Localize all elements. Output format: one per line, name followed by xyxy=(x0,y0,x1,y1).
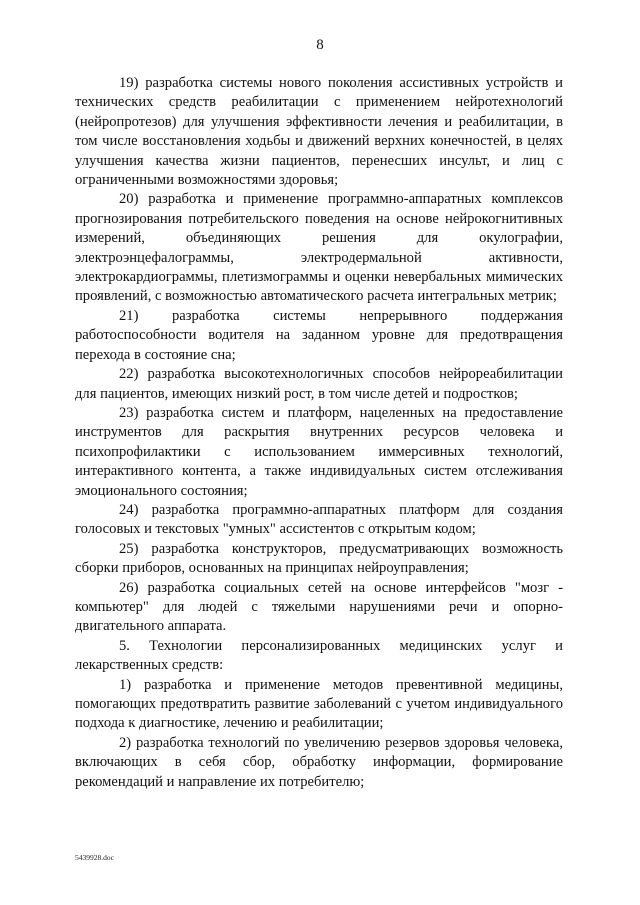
file-name-footer: 5439928.doc xyxy=(75,853,114,862)
paragraph-item-22: 22) разработка высокотехнологичных способов нейрореабилитации для пациентов, имеющих низкий рост, в том числе детей и подростков; xyxy=(75,366,563,402)
paragraph-item-26: 26) разработка социальных сетей на основе интерфейсов "мозг - компьютер" для людей с тяжелыми нарушениями речи и опорно-двигательного аппарата. xyxy=(75,579,563,635)
paragraph-item-24: 24) разработка программно-аппаратных платформ для создания голосовых и текстовых "умных" ассистентов с открытым кодом; xyxy=(75,501,563,538)
paragraph-item-1: 1) разработка и применение методов превентивной медицины, помогающих предотвратить развитие заболеваний с учетом индивидуального подхода к диагностике, лечению и реабилитации; xyxy=(75,676,563,732)
paragraph-item-2: 2) разработка технологий по увеличению резервов здоровья человека, включающих в себя сбор, обработку информации, формирование рекомендаций и направление их потребителю; xyxy=(75,734,563,790)
document-body xyxy=(75,74,563,792)
section-heading-5: 5. Технологии персонализированных медицинских услуг и лекарственных средств: xyxy=(75,637,563,674)
paragraph-item-20: 20) разработка и применение программно-аппаратных комплексов прогнозирования потребительского поведения на основе нейрокогнитивных измерений, объединяющих решения для окулографии, электроэнцефалограммы, электродермальной активности, электрокардиограммы, плетизмограммы и оценки невербальных мимических проявлений, с возможностью автоматического расчета интегральных метрик; xyxy=(75,191,563,305)
paragraph-item-21: 21) разработка системы непрерывного поддержания работоспособности водителя на заданном уровне для предотвращения перехода в состояние сна; xyxy=(75,307,563,363)
paragraph-item-19: 19) разработка системы нового поколения ассистивных устройств и технических средств реабилитации с применением нейротехнологий (нейропротезов) для улучшения эффективности лечения и реабилитации, в том числе восстановления ходьбы и движений верхних конечностей, в целях улучшения качества жизни пациентов, перенесших инсульт, и лиц с ограниченными возможностями здоровья; xyxy=(75,75,563,189)
paragraph-item-25: 25) разработка конструкторов, предусматривающих возможность сборки приборов, основанных на принципах нейроуправления; xyxy=(75,540,563,577)
paragraph-item-23: 23) разработка систем и платформ, нацеленных на предоставление инструментов для раскрытия внутренних ресурсов человека и психопрофилактики с использованием иммерсивных технологий, интерактивного контента, а также индивидуальных систем отслеживания эмоционального состояния; xyxy=(75,404,563,499)
page-number: 8 xyxy=(316,37,324,53)
